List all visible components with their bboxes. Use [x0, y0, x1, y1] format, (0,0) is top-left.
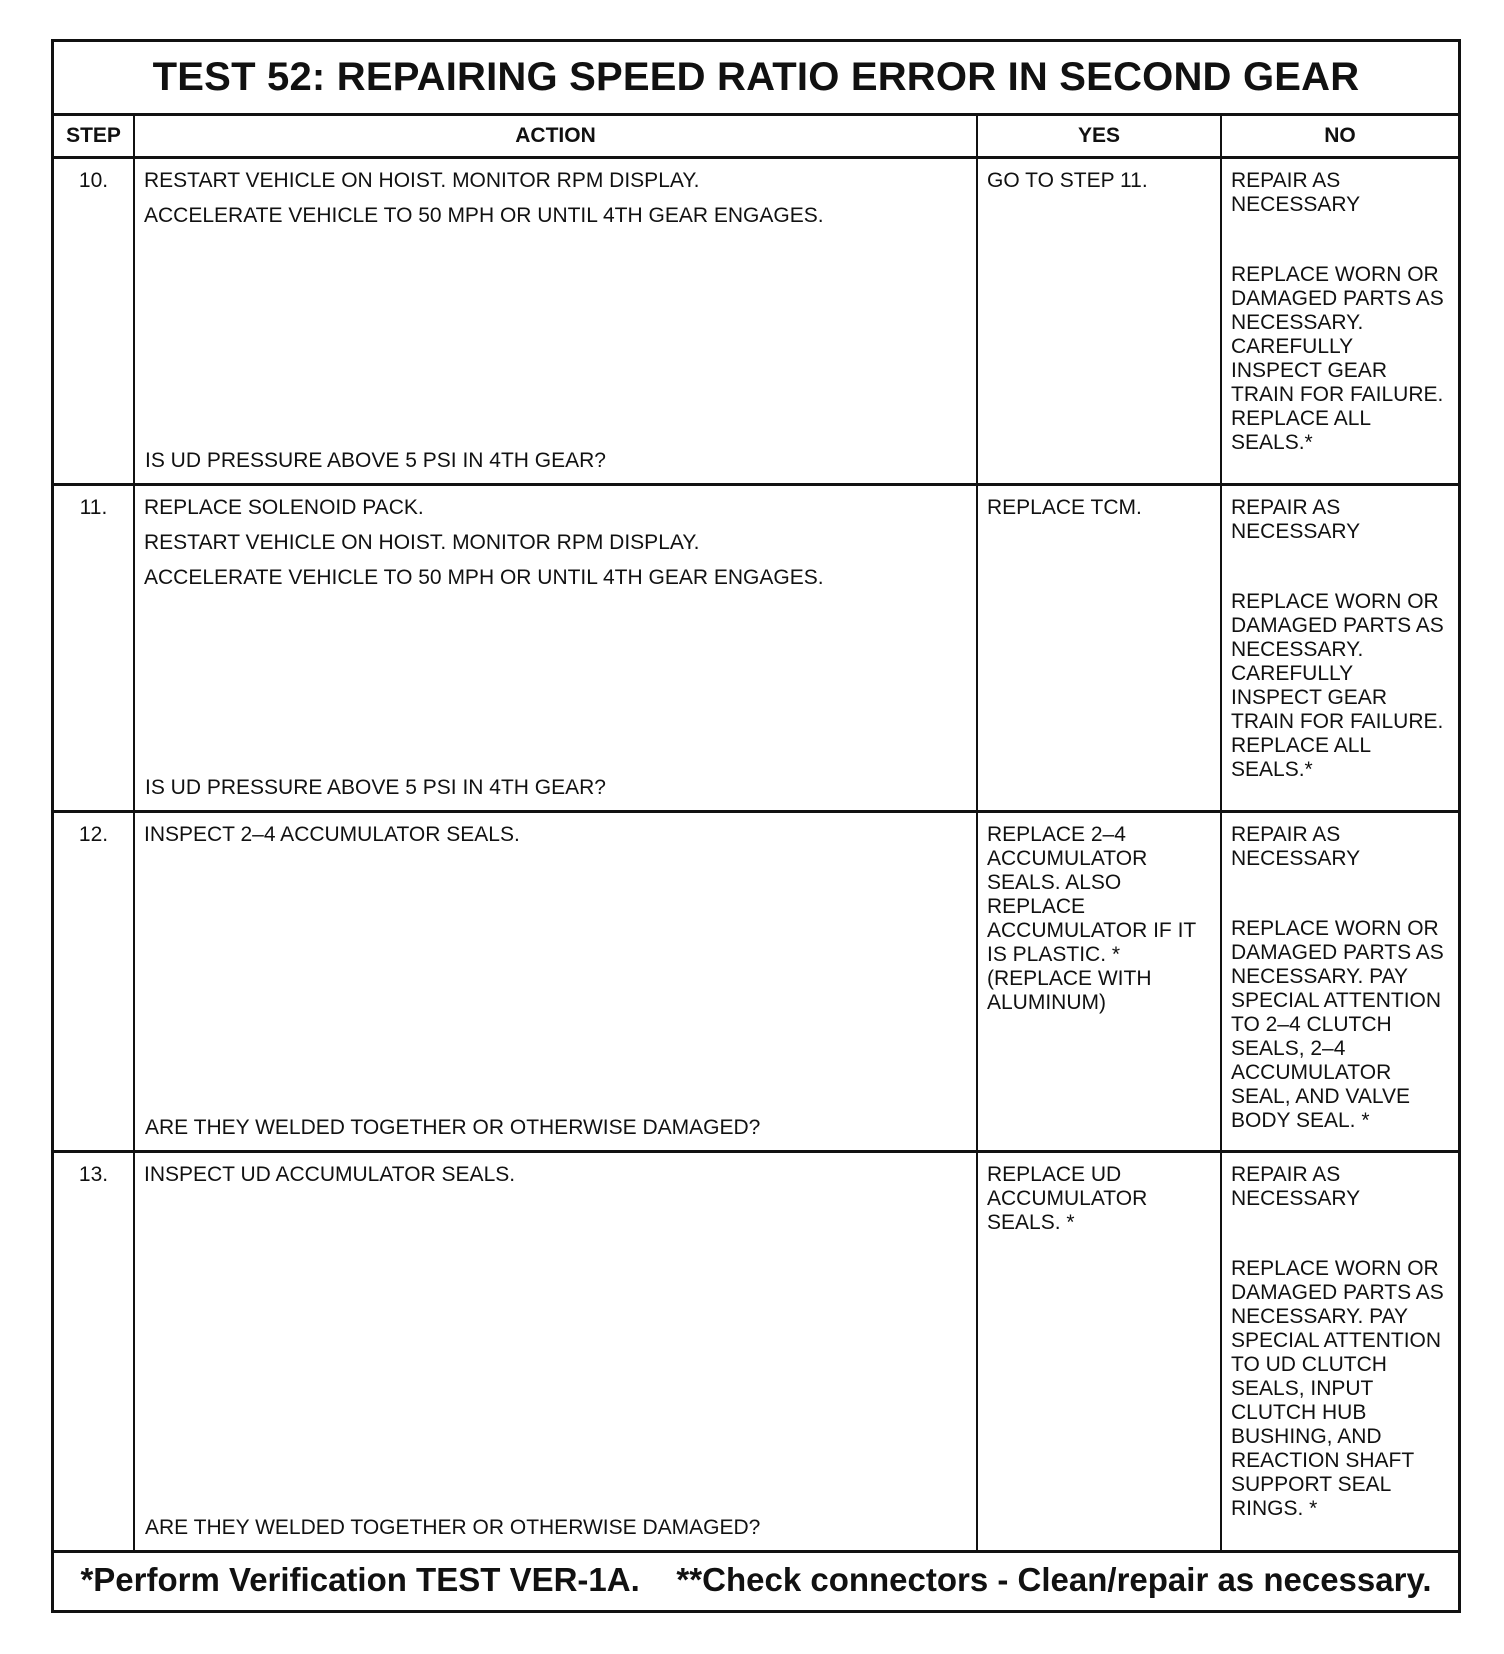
no-cell [1221, 485, 1458, 812]
step-number: 12. [54, 812, 134, 1152]
diagnostic-table [54, 116, 1458, 1553]
no-cell [1221, 812, 1458, 1152]
no-cell [1221, 1152, 1458, 1552]
action-cell [134, 812, 977, 1152]
action-text: INSPECT UD ACCUMULATOR SEALS. [144, 1163, 516, 1186]
action-cell [134, 158, 977, 485]
no-cell [1221, 158, 1458, 485]
step-number: 10. [54, 158, 134, 485]
yes-cell: GO TO STEP 11. [977, 158, 1221, 485]
no-detail-text: REPLACE WORN OR DAMAGED PARTS AS NECESSARY. CAREFULLY INSPECT GEAR TRAIN FOR FAILURE. REPLACE ALL SEALS.* [1231, 590, 1444, 781]
no-detail-text: REPLACE WORN OR DAMAGED PARTS AS NECESSARY. PAY SPECIAL ATTENTION TO 2–4 CLUTCH SEALS, 2–4 ACCUMULATOR SEAL, AND VALVE BODY SEAL. * [1231, 917, 1444, 1132]
yes-cell: REPLACE 2–4 ACCUMULATOR SEALS. ALSO REPLACE ACCUMULATOR IF IT IS PLASTIC. * (REPLACE WITH ALUMINUM) [977, 812, 1221, 1152]
table-row [54, 1152, 1458, 1552]
step-number: 11. [54, 485, 134, 812]
table-row [54, 485, 1458, 812]
action-text: RESTART VEHICLE ON HOIST. MONITOR RPM DISPLAY. [144, 531, 700, 554]
footer-note: *Perform Verification TEST VER-1A. **Check connectors - Clean/repair as necessary. [80, 1561, 1432, 1598]
action-text: ACCELERATE VEHICLE TO 50 MPH OR UNTIL 4TH GEAR ENGAGES. [144, 566, 824, 589]
no-repair-text: REPAIR AS NECESSARY [1231, 496, 1361, 543]
no-detail-text: REPLACE WORN OR DAMAGED PARTS AS NECESSARY. CAREFULLY INSPECT GEAR TRAIN FOR FAILURE. REPLACE ALL SEALS.* [1231, 263, 1444, 454]
table-header-row [54, 116, 1458, 158]
action-text: REPLACE SOLENOID PACK. [144, 496, 424, 519]
action-text: ACCELERATE VEHICLE TO 50 MPH OR UNTIL 4TH GEAR ENGAGES. [144, 204, 824, 227]
no-repair-text: REPAIR AS NECESSARY [1231, 1163, 1361, 1210]
page-title: TEST 52: REPAIRING SPEED RATIO ERROR IN SECOND GEAR [54, 42, 1458, 116]
column-header-yes: YES [977, 116, 1221, 158]
action-text: RESTART VEHICLE ON HOIST. MONITOR RPM DISPLAY. [144, 169, 700, 192]
action-cell [134, 1152, 977, 1552]
step-number: 13. [54, 1152, 134, 1552]
action-question: IS UD PRESSURE ABOVE 5 PSI IN 4TH GEAR? [145, 449, 606, 472]
column-header-step: STEP [54, 116, 134, 158]
no-repair-text: REPAIR AS NECESSARY [1231, 823, 1361, 870]
action-question: ARE THEY WELDED TOGETHER OR OTHERWISE DAMAGED? [145, 1516, 761, 1539]
action-question: ARE THEY WELDED TOGETHER OR OTHERWISE DAMAGED? [145, 1116, 761, 1139]
yes-cell: REPLACE TCM. [977, 485, 1221, 812]
table-row [54, 812, 1458, 1152]
column-header-no: NO [1221, 116, 1458, 158]
no-detail-text: REPLACE WORN OR DAMAGED PARTS AS NECESSARY. PAY SPECIAL ATTENTION TO UD CLUTCH SEALS, INPUT CLUTCH HUB BUSHING, AND REACTION SHAFT SUPPORT SEAL RINGS. * [1231, 1257, 1444, 1520]
action-question: IS UD PRESSURE ABOVE 5 PSI IN 4TH GEAR? [145, 776, 606, 799]
table-row [54, 158, 1458, 485]
column-header-action: ACTION [134, 116, 977, 158]
no-repair-text: REPAIR AS NECESSARY [1231, 169, 1361, 216]
action-text: INSPECT 2–4 ACCUMULATOR SEALS. [144, 823, 520, 846]
diagnostic-test-sheet [51, 39, 1461, 1613]
action-cell [134, 485, 977, 812]
yes-cell: REPLACE UD ACCUMULATOR SEALS. * [977, 1152, 1221, 1552]
